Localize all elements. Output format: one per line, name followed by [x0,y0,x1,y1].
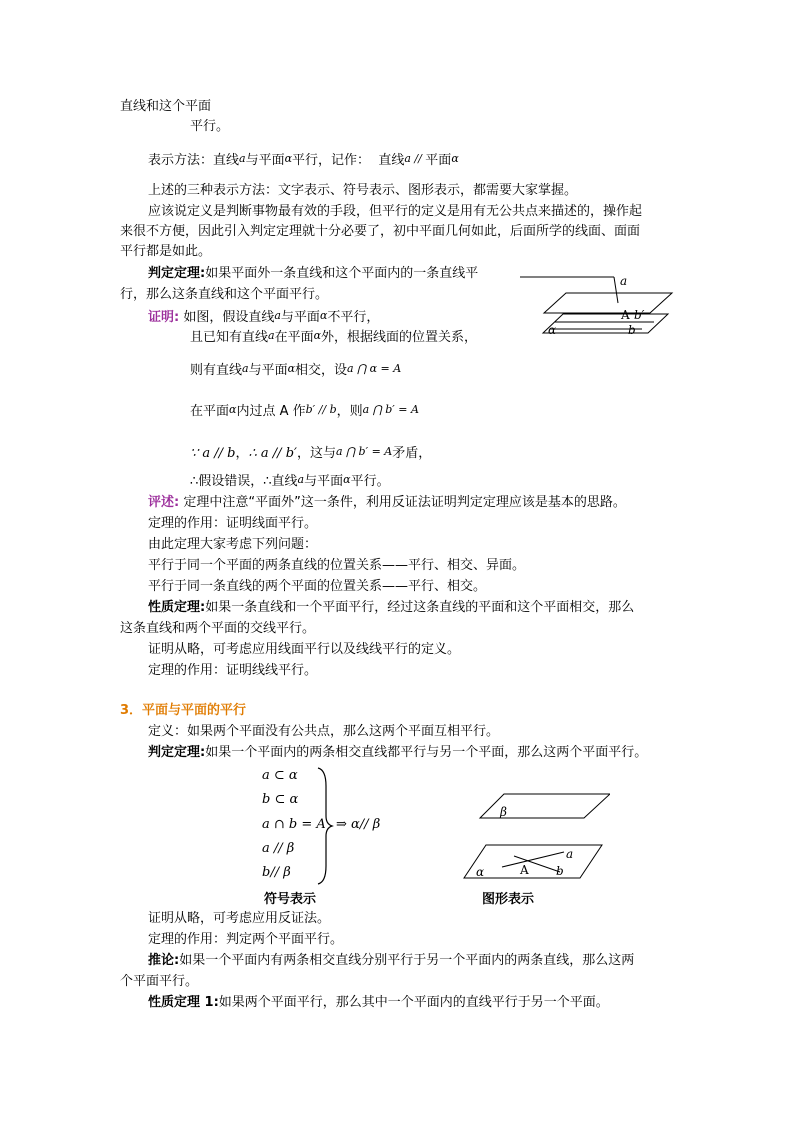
symbol-conclusion: ⇒ α// β [336,817,381,832]
caption-symbolic: 符号表示 [264,892,317,907]
text-line: 平行于同一条直线的两个平面的位置关系——平行、相交。 [148,579,487,594]
text-line: 个平面平行。 [120,974,199,989]
label-alpha: α [548,323,557,337]
judgement-theorem: 判定定理:如果平面外一条直线和这个平面内的一条直线平 [148,266,479,281]
symbol-4: a // β [262,841,295,856]
line-plane-figure [518,272,678,340]
text-line: 这条直线和两个平面的交线平行。 [120,621,316,636]
text-line: 证明从略，可考虑应用反证法。 [148,911,331,926]
symbol-1: a ⊂ α [262,768,298,783]
text-line: 平行都是如此。 [120,244,212,259]
proof-line-1: 证明: 如图，假设直线a与平面α不平行， [148,309,380,325]
text-line: 行，那么这条直线和这个平面平行。 [120,287,329,302]
text-line: 直线和这个平面 [120,99,212,114]
text-line: 平行。 [190,119,230,134]
label-alpha: α [476,865,485,879]
label-bprime: b′ [634,308,645,322]
text-line: 定理的作用：判定两个平面平行。 [148,932,344,947]
plane-judgement-theorem: 判定定理:如果一个平面内的两条相交直线都平行与另一个平面，那么这两个平面平行。 [148,745,648,760]
label-beta: β [500,805,507,819]
proof-line-5: ∵ a // b，∴ a // b′，这与a ⋂ b′ = A矛盾， [190,445,432,461]
text-line: 证明从略，可考虑应用线面平行以及线线平行的定义。 [148,642,461,657]
caption-figure: 图形表示 [482,892,535,907]
text-line: 定理的作用：证明线线平行。 [148,663,318,678]
text-line: 上述的三种表示方法：文字表示、符号表示、图形表示，都需要大家掌握。 [148,183,578,198]
brace-icon [316,766,336,886]
label-A: A [520,863,529,877]
text-line: 定义：如果两个平面没有公共点，那么这两个平面互相平行。 [148,724,500,739]
text-line: 由此定理大家考虑下列问题： [148,537,318,552]
parallel-planes-figure [460,790,610,882]
property-theorem: 性质定理:如果一条直线和一个平面平行，经过这条直线的平面和这个平面相交，那么 [148,600,635,615]
label-a: a [620,274,628,288]
property-theorem-1: 性质定理 1:如果两个平面平行，那么其中一个平面内的直线平行于另一个平面。 [148,995,609,1010]
inference-line: 推论:如果一个平面内有两条相交直线分别平行于另一个平面内的两条直线，那么这两 [148,953,635,968]
symbol-3: a ∩ b = A [262,817,326,832]
proof-line-6: ∴假设错误，∴直线a与平面α平行。 [190,473,390,489]
proof-line-3: 则有直线a与平面α相交，设a ⋂ α = A [190,362,402,378]
proof-line-2: 且已知有直线a在平面α外，根据线面的位置关系， [190,329,478,345]
proof-line-4: 在平面α内过点 A 作b′ // b，则a ⋂ b′ = A [190,403,419,419]
representation-line: 表示方法：直线a与平面α平行，记作： 直线a // 平面α [148,152,459,168]
label-b: b [556,864,564,878]
comment-line: 评述: 定理中注意“平面外”这一条件，利用反证法证明判定定理应该是基本的思路。 [148,495,626,510]
label-a: a [566,847,574,861]
symbol-5: b// β [262,865,291,880]
text-line: 来很不方便，因此引入判定定理就十分必要了，初中平面几何如此，后面所学的线面、面面 [120,224,641,239]
symbol-2: b ⊂ α [262,792,299,807]
label-b: b [628,323,636,337]
text-line: 平行于同一个平面的两条直线的位置关系——平行、相交、异面。 [148,558,526,573]
section-heading: 3．平面与平面的平行 [120,703,247,718]
text-line: 应该说定义是判断事物最有效的手段，但平行的定义是用有无公共点来描述的，操作起 [148,204,643,219]
text-line: 定理的作用：证明线面平行。 [148,516,318,531]
label-A: A [621,308,630,322]
